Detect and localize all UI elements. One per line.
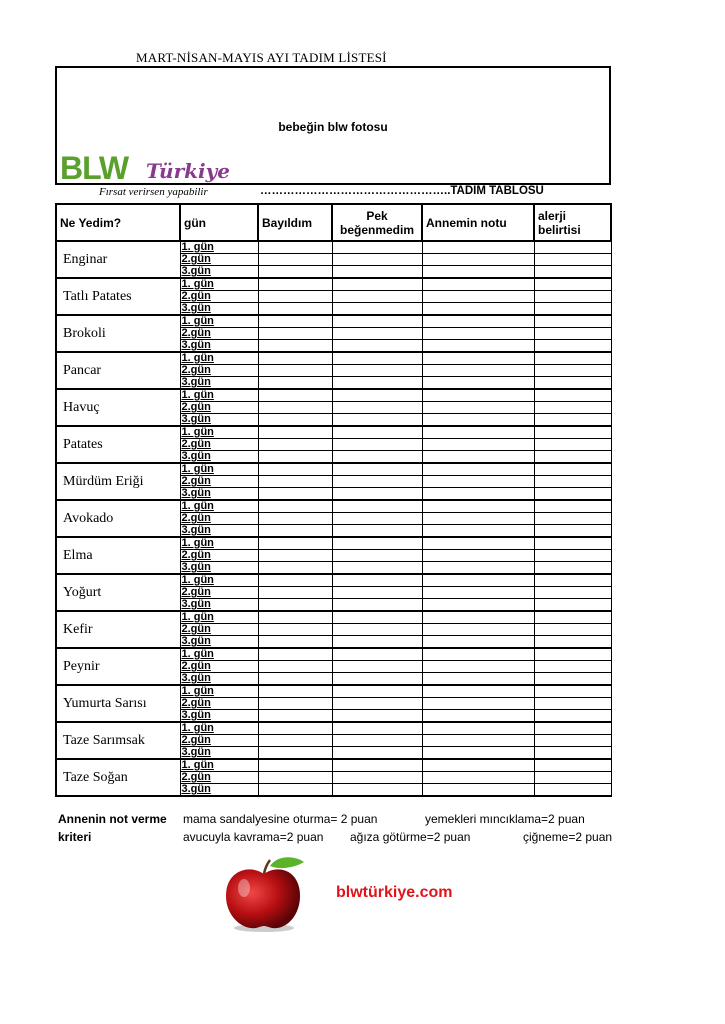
blank-cell[interactable] xyxy=(258,648,332,661)
blank-cell[interactable] xyxy=(332,340,422,353)
criteria-label-line1: Annenin not verme xyxy=(58,812,167,826)
blank-cell[interactable] xyxy=(534,414,611,427)
blank-cell[interactable] xyxy=(422,661,534,673)
blank-cell[interactable] xyxy=(534,500,611,513)
day-label: 2.gün xyxy=(180,587,258,599)
blank-cell[interactable] xyxy=(534,759,611,772)
blank-cell[interactable] xyxy=(258,451,332,464)
blank-cell[interactable] xyxy=(332,377,422,390)
tasting-table xyxy=(55,203,612,797)
day-label: 2.gün xyxy=(180,624,258,636)
col-header-loved: Bayıldım xyxy=(258,204,332,241)
blank-cell[interactable] xyxy=(422,254,534,266)
blank-cell[interactable] xyxy=(258,698,332,710)
food-name: Kefir xyxy=(56,611,180,648)
day-label: 1. gün xyxy=(180,574,258,587)
blank-cell[interactable] xyxy=(422,414,534,427)
blank-cell[interactable] xyxy=(258,463,332,476)
blank-cell[interactable] xyxy=(332,365,422,377)
blank-cell[interactable] xyxy=(534,241,611,254)
blank-cell[interactable] xyxy=(422,562,534,575)
blank-cell[interactable] xyxy=(258,537,332,550)
blank-cell[interactable] xyxy=(258,562,332,575)
blank-cell[interactable] xyxy=(332,587,422,599)
day-label: 1. gün xyxy=(180,463,258,476)
criteria-item: avucuyla kavrama=2 puan xyxy=(183,830,324,844)
blank-cell[interactable] xyxy=(258,303,332,316)
blank-cell[interactable] xyxy=(258,784,332,797)
blank-cell[interactable] xyxy=(422,735,534,747)
blank-cell[interactable] xyxy=(332,537,422,550)
blank-cell[interactable] xyxy=(534,463,611,476)
blank-cell[interactable] xyxy=(332,525,422,538)
blank-cell[interactable] xyxy=(332,624,422,636)
page-title: MART-NİSAN-MAYIS AYI TADIM LİSTESİ xyxy=(136,50,387,65)
day-label: 1. gün xyxy=(180,685,258,698)
blank-cell[interactable] xyxy=(258,241,332,254)
blank-cell[interactable] xyxy=(422,550,534,562)
table-header-row xyxy=(56,204,611,241)
blank-cell[interactable] xyxy=(258,315,332,328)
col-header-allergy: alerji belirtisi xyxy=(534,204,611,241)
food-name: Taze Soğan xyxy=(56,759,180,796)
blank-cell[interactable] xyxy=(422,439,534,451)
blank-cell[interactable] xyxy=(534,722,611,735)
blank-cell[interactable] xyxy=(422,537,534,550)
blank-cell[interactable] xyxy=(422,587,534,599)
blank-cell[interactable] xyxy=(332,352,422,365)
blank-cell[interactable] xyxy=(422,328,534,340)
col-header-day: gün xyxy=(180,204,258,241)
blank-cell[interactable] xyxy=(332,722,422,735)
blank-cell[interactable] xyxy=(258,673,332,686)
blank-cell[interactable] xyxy=(258,414,332,427)
day-label: 3.gün xyxy=(180,784,258,797)
day-label: 2.gün xyxy=(180,513,258,525)
blank-cell[interactable] xyxy=(534,648,611,661)
table-row xyxy=(56,426,611,439)
blank-cell[interactable] xyxy=(534,328,611,340)
blank-cell[interactable] xyxy=(534,365,611,377)
col-header-disliked: Pek beğenmedim xyxy=(332,204,422,241)
criteria-item: yemekleri mıncıklama=2 puan xyxy=(425,812,585,826)
table-row xyxy=(56,685,611,698)
food-name: Yumurta Sarısı xyxy=(56,685,180,722)
blank-cell[interactable] xyxy=(258,550,332,562)
day-label: 2.gün xyxy=(180,365,258,377)
blank-cell[interactable] xyxy=(332,254,422,266)
blank-cell[interactable] xyxy=(534,624,611,636)
blank-cell[interactable] xyxy=(258,722,332,735)
blank-cell[interactable] xyxy=(258,365,332,377)
blank-cell[interactable] xyxy=(258,254,332,266)
day-label: 3.gün xyxy=(180,303,258,316)
blank-cell[interactable] xyxy=(534,611,611,624)
food-name: Enginar xyxy=(56,241,180,278)
blank-cell[interactable] xyxy=(332,389,422,402)
blank-cell[interactable] xyxy=(534,562,611,575)
blank-cell[interactable] xyxy=(332,414,422,427)
baby-photo-box xyxy=(55,66,611,185)
website-link[interactable]: blwtürkiye.com xyxy=(336,884,453,901)
blank-cell[interactable] xyxy=(332,735,422,747)
day-label: 1. gün xyxy=(180,500,258,513)
logo-turkiye-text: Türkiye xyxy=(146,159,230,183)
blank-cell[interactable] xyxy=(258,772,332,784)
table-row xyxy=(56,352,611,365)
blank-cell[interactable] xyxy=(332,439,422,451)
food-name: Taze Sarımsak xyxy=(56,722,180,759)
blank-cell[interactable] xyxy=(332,463,422,476)
blank-cell[interactable] xyxy=(332,685,422,698)
blank-cell[interactable] xyxy=(332,562,422,575)
blank-cell[interactable] xyxy=(332,315,422,328)
blank-cell[interactable] xyxy=(258,340,332,353)
logo-blw-text: BLW xyxy=(60,150,129,186)
col-header-food: Ne Yedim? xyxy=(56,204,180,241)
blank-cell[interactable] xyxy=(422,747,534,760)
blank-cell[interactable] xyxy=(534,340,611,353)
blank-cell[interactable] xyxy=(422,389,534,402)
day-label: 3.gün xyxy=(180,488,258,501)
blank-cell[interactable] xyxy=(332,661,422,673)
blank-cell[interactable] xyxy=(534,426,611,439)
food-name: Peynir xyxy=(56,648,180,685)
food-name: Elma xyxy=(56,537,180,574)
blank-cell[interactable] xyxy=(332,500,422,513)
blank-cell[interactable] xyxy=(534,550,611,562)
blank-cell[interactable] xyxy=(258,624,332,636)
blank-cell[interactable] xyxy=(258,611,332,624)
blank-cell[interactable] xyxy=(422,241,534,254)
day-label: 3.gün xyxy=(180,673,258,686)
blank-cell[interactable] xyxy=(422,513,534,525)
blank-cell[interactable] xyxy=(258,685,332,698)
blank-cell[interactable] xyxy=(332,710,422,723)
blank-cell[interactable] xyxy=(332,747,422,760)
blank-cell[interactable] xyxy=(332,648,422,661)
day-label: 3.gün xyxy=(180,266,258,279)
day-label: 2.gün xyxy=(180,550,258,562)
day-label: 1. gün xyxy=(180,722,258,735)
blank-cell[interactable] xyxy=(534,574,611,587)
blank-cell[interactable] xyxy=(534,747,611,760)
col-header-mom-note: Annemin notu xyxy=(422,204,534,241)
blank-cell[interactable] xyxy=(534,636,611,649)
day-label: 3.gün xyxy=(180,747,258,760)
day-label: 2.gün xyxy=(180,439,258,451)
blank-cell[interactable] xyxy=(258,426,332,439)
blank-cell[interactable] xyxy=(332,574,422,587)
day-label: 3.gün xyxy=(180,451,258,464)
blank-cell[interactable] xyxy=(258,710,332,723)
blank-cell[interactable] xyxy=(534,525,611,538)
blank-cell[interactable] xyxy=(534,266,611,279)
blank-cell[interactable] xyxy=(422,426,534,439)
blank-cell[interactable] xyxy=(534,377,611,390)
day-label: 2.gün xyxy=(180,328,258,340)
blank-cell[interactable] xyxy=(258,291,332,303)
tasting-table-title: …………………………………………..TADIM TABLOSU xyxy=(260,185,544,197)
blank-cell[interactable] xyxy=(422,352,534,365)
day-label: 3.gün xyxy=(180,562,258,575)
criteria-label-line2: kriteri xyxy=(58,830,92,844)
food-name: Brokoli xyxy=(56,315,180,352)
blank-cell[interactable] xyxy=(422,451,534,464)
blank-cell[interactable] xyxy=(258,636,332,649)
blank-cell[interactable] xyxy=(534,402,611,414)
table-row xyxy=(56,500,611,513)
blank-cell[interactable] xyxy=(332,426,422,439)
day-label: 2.gün xyxy=(180,291,258,303)
blank-cell[interactable] xyxy=(422,599,534,612)
blank-cell[interactable] xyxy=(332,611,422,624)
day-label: 1. gün xyxy=(180,759,258,772)
day-label: 3.gün xyxy=(180,340,258,353)
blank-cell[interactable] xyxy=(258,759,332,772)
blank-cell[interactable] xyxy=(332,673,422,686)
day-label: 2.gün xyxy=(180,661,258,673)
blank-cell[interactable] xyxy=(332,278,422,291)
criteria-item: çiğneme=2 puan xyxy=(523,830,613,844)
day-label: 2.gün xyxy=(180,698,258,710)
blank-cell[interactable] xyxy=(534,587,611,599)
day-label: 2.gün xyxy=(180,476,258,488)
blank-cell[interactable] xyxy=(534,772,611,784)
blank-cell[interactable] xyxy=(258,599,332,612)
blank-cell[interactable] xyxy=(258,661,332,673)
blank-cell[interactable] xyxy=(258,389,332,402)
blank-cell[interactable] xyxy=(422,772,534,784)
blank-cell[interactable] xyxy=(422,685,534,698)
table-row xyxy=(56,278,611,291)
day-label: 1. gün xyxy=(180,278,258,291)
blank-cell[interactable] xyxy=(422,525,534,538)
logo-tagline: Fırsat verirsen yapabilir xyxy=(99,186,208,198)
blank-cell[interactable] xyxy=(258,278,332,291)
criteria-label xyxy=(58,810,167,846)
day-label: 2.gün xyxy=(180,735,258,747)
blank-cell[interactable] xyxy=(258,439,332,451)
photo-label: bebeğin blw fotosu xyxy=(278,120,388,134)
blank-cell[interactable] xyxy=(258,525,332,538)
blank-cell[interactable] xyxy=(422,476,534,488)
blank-cell[interactable] xyxy=(332,599,422,612)
blank-cell[interactable] xyxy=(422,624,534,636)
day-label: 1. gün xyxy=(180,648,258,661)
day-label: 3.gün xyxy=(180,377,258,390)
table-row xyxy=(56,315,611,328)
blank-cell[interactable] xyxy=(422,698,534,710)
blank-cell[interactable] xyxy=(332,772,422,784)
blank-cell[interactable] xyxy=(258,513,332,525)
blank-cell[interactable] xyxy=(534,735,611,747)
blank-cell[interactable] xyxy=(422,500,534,513)
blank-cell[interactable] xyxy=(332,513,422,525)
blank-cell[interactable] xyxy=(332,328,422,340)
table-row xyxy=(56,759,611,772)
blank-cell[interactable] xyxy=(422,673,534,686)
table-row xyxy=(56,648,611,661)
day-label: 1. gün xyxy=(180,352,258,365)
blank-cell[interactable] xyxy=(258,587,332,599)
food-name: Avokado xyxy=(56,500,180,537)
blank-cell[interactable] xyxy=(534,661,611,673)
blank-cell[interactable] xyxy=(534,291,611,303)
blank-cell[interactable] xyxy=(534,698,611,710)
blank-cell[interactable] xyxy=(258,488,332,501)
blank-cell[interactable] xyxy=(534,488,611,501)
blank-cell[interactable] xyxy=(332,488,422,501)
blank-cell[interactable] xyxy=(258,328,332,340)
blank-cell[interactable] xyxy=(422,402,534,414)
blank-cell[interactable] xyxy=(422,463,534,476)
table-row xyxy=(56,241,611,254)
blank-cell[interactable] xyxy=(422,315,534,328)
food-name: Havuç xyxy=(56,389,180,426)
blank-cell[interactable] xyxy=(332,698,422,710)
blank-cell[interactable] xyxy=(534,673,611,686)
blank-cell[interactable] xyxy=(534,389,611,402)
blank-cell[interactable] xyxy=(534,439,611,451)
blank-cell[interactable] xyxy=(422,710,534,723)
blank-cell[interactable] xyxy=(422,291,534,303)
blank-cell[interactable] xyxy=(332,303,422,316)
food-name: Mürdüm Eriği xyxy=(56,463,180,500)
blank-cell[interactable] xyxy=(534,352,611,365)
table-row xyxy=(56,574,611,587)
table-row xyxy=(56,389,611,402)
blank-cell[interactable] xyxy=(422,636,534,649)
day-label: 3.gün xyxy=(180,636,258,649)
day-label: 3.gün xyxy=(180,414,258,427)
blank-cell[interactable] xyxy=(422,488,534,501)
blank-cell[interactable] xyxy=(534,278,611,291)
blank-cell[interactable] xyxy=(258,574,332,587)
blank-cell[interactable] xyxy=(332,266,422,279)
day-label: 3.gün xyxy=(180,710,258,723)
blank-cell[interactable] xyxy=(534,315,611,328)
blank-cell[interactable] xyxy=(332,759,422,772)
blank-cell[interactable] xyxy=(534,513,611,525)
blank-cell[interactable] xyxy=(422,365,534,377)
table-row xyxy=(56,611,611,624)
blank-cell[interactable] xyxy=(422,722,534,735)
blank-cell[interactable] xyxy=(258,747,332,760)
blank-cell[interactable] xyxy=(422,340,534,353)
blank-cell[interactable] xyxy=(422,759,534,772)
blank-cell[interactable] xyxy=(534,784,611,797)
table-row xyxy=(56,537,611,550)
blank-cell[interactable] xyxy=(422,648,534,661)
food-name: Yoğurt xyxy=(56,574,180,611)
blank-cell[interactable] xyxy=(258,735,332,747)
blank-cell[interactable] xyxy=(332,241,422,254)
blank-cell[interactable] xyxy=(534,599,611,612)
food-name: Patates xyxy=(56,426,180,463)
blank-cell[interactable] xyxy=(332,451,422,464)
blank-cell[interactable] xyxy=(258,266,332,279)
blank-cell[interactable] xyxy=(422,574,534,587)
criteria-item: mama sandalyesine oturma= 2 puan xyxy=(183,812,378,826)
blank-cell[interactable] xyxy=(534,710,611,723)
food-name: Pancar xyxy=(56,352,180,389)
blank-cell[interactable] xyxy=(332,636,422,649)
blank-cell[interactable] xyxy=(422,278,534,291)
day-label: 1. gün xyxy=(180,611,258,624)
blank-cell[interactable] xyxy=(332,784,422,797)
blank-cell[interactable] xyxy=(534,303,611,316)
blank-cell[interactable] xyxy=(422,303,534,316)
day-label: 1. gün xyxy=(180,389,258,402)
day-label: 1. gün xyxy=(180,426,258,439)
blank-cell[interactable] xyxy=(534,537,611,550)
table-row xyxy=(56,463,611,476)
food-name: Tatlı Patates xyxy=(56,278,180,315)
blank-cell[interactable] xyxy=(534,685,611,698)
blank-cell[interactable] xyxy=(258,352,332,365)
day-label: 3.gün xyxy=(180,599,258,612)
criteria-item: ağıza götürme=2 puan xyxy=(350,830,471,844)
blank-cell[interactable] xyxy=(258,377,332,390)
day-label: 1. gün xyxy=(180,241,258,254)
blank-cell[interactable] xyxy=(534,254,611,266)
blank-cell[interactable] xyxy=(422,611,534,624)
day-label: 2.gün xyxy=(180,772,258,784)
blank-cell[interactable] xyxy=(258,500,332,513)
blank-cell[interactable] xyxy=(332,402,422,414)
day-label: 2.gün xyxy=(180,402,258,414)
blank-cell[interactable] xyxy=(422,377,534,390)
day-label: 1. gün xyxy=(180,537,258,550)
blank-cell[interactable] xyxy=(422,266,534,279)
apple-icon xyxy=(220,854,310,934)
day-label: 3.gün xyxy=(180,525,258,538)
blank-cell[interactable] xyxy=(534,451,611,464)
blank-cell[interactable] xyxy=(258,402,332,414)
blank-cell[interactable] xyxy=(422,784,534,797)
table-body xyxy=(56,241,611,796)
day-label: 1. gün xyxy=(180,315,258,328)
blank-cell[interactable] xyxy=(332,476,422,488)
blank-cell[interactable] xyxy=(258,476,332,488)
blank-cell[interactable] xyxy=(332,291,422,303)
blank-cell[interactable] xyxy=(534,476,611,488)
blank-cell[interactable] xyxy=(332,550,422,562)
day-label: 2.gün xyxy=(180,254,258,266)
table-row xyxy=(56,722,611,735)
